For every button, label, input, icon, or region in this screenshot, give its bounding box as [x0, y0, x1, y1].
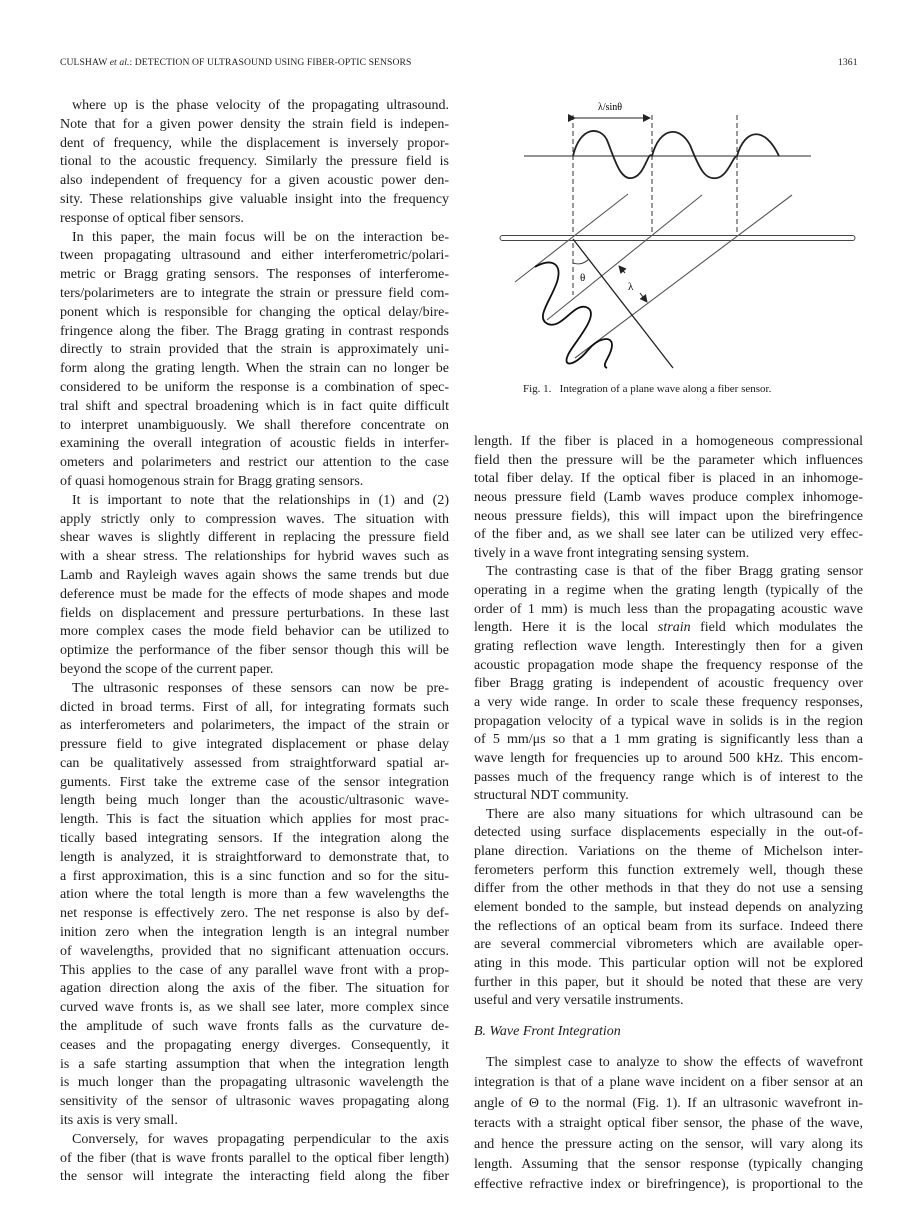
label-wavelength-over-sin: λ/sinθ [598, 102, 623, 113]
text-line: sensitivity of the sensor of ultrasonic waves propagating along [60, 1094, 449, 1110]
theta-arc [573, 259, 589, 264]
text-line: the amplitude of such wave fronts falls as the curvature de- [60, 1019, 449, 1035]
text-line: directly to strain provided that the strain is approximately uni- [60, 342, 449, 358]
text-line: examining the overall integration of acoustic fields in interfer- [60, 436, 449, 452]
text-line: ceases and the propagating energy diverges. Consequently, it [60, 1037, 449, 1053]
text-line: tral shift and spectral broadening which is in fact quite difficult [60, 398, 449, 414]
optical-fiber [500, 236, 855, 241]
text-line: length. This is fact the situation which applies for most prac- [60, 812, 449, 828]
text-line: tween propagating ultrasound and either interferometric/polari- [60, 248, 449, 264]
text-line: The contrasting case is that of the fiber Bragg grating sensor [486, 564, 863, 580]
text-line: The ultrasonic responses of these sensors can now be pre- [72, 680, 449, 696]
text-line: is much longer than the propagating ultrasonic wavelength the [60, 1075, 449, 1091]
text-line: optimize the performance of the fiber sensor though this will be [60, 643, 449, 659]
text-line: to interpret unambiguously. We shall therefore concentrate on [60, 417, 449, 433]
header-etal: et al. [109, 57, 130, 68]
text-line: Conversely, for waves propagating perpendicular to the axis [72, 1131, 449, 1147]
text-segment: field which modulates the [690, 620, 863, 636]
header-title: : DETECTION OF ULTRASOUND USING FIBER-OPTIC SENSORS [129, 57, 412, 68]
text-line [474, 619, 863, 638]
text-line: ferometers perform this function extremely well, though these [474, 862, 863, 878]
text-line: inition zero when the integration length is an integral number [60, 925, 449, 941]
text-line: order of 1 mm) is much less than the propagating acoustic wave [474, 601, 863, 617]
text-line: apply strictly only to compression waves. The situation with [60, 511, 449, 527]
text-line: field then the pressure will be the parameter which influences [474, 452, 863, 468]
text-line: net response is effectively zero. The net response is also by def- [60, 906, 449, 922]
text-line: In this paper, the main focus will be on the interaction be- [72, 229, 449, 245]
text-line: plane direction. Variations on the theme of Michelson inter- [474, 844, 863, 860]
text-line: the reflections of an optical beam from its surface. Indeed there [474, 918, 863, 934]
right-column-section-b [474, 1053, 863, 1196]
right-column [474, 433, 863, 1011]
text-line: a very wide range. In order to scale these frequency responses, [474, 694, 863, 710]
emphasized-text: strain [657, 620, 691, 636]
text-line: considered to be uniform the response is a combination of spec- [60, 379, 449, 395]
text-line: passes much of the frequency range which is of interest to the [474, 769, 863, 785]
text-line: deference must be made for the effects of mode shapes and mode [60, 586, 449, 602]
text-line: length being much longer than the acoustic/ultrasonic wave- [60, 793, 449, 809]
text-line: ating in this mode. This particular option will not be explored [474, 955, 863, 971]
text-line: with a shear stress. The relationships for hybrid waves such as [60, 549, 449, 565]
text-line: Note that for a given power density the strain field is indepen- [60, 116, 449, 132]
text-line: beyond the scope of the current paper. [60, 661, 274, 677]
text-line: There are also many situations for which ultrasound can be [486, 806, 863, 822]
text-line: ponent which is responsible for changing the optical delay/bire- [60, 304, 449, 320]
text-line: pressure field to give integrated displacement or phase delay [60, 737, 449, 753]
text-line: metric or Bragg grating sensors. The responses of interferome- [60, 267, 449, 283]
text-line: fiber Bragg grating is independent of acoustic frequency over [474, 676, 863, 692]
text-line: as interferometers and polarimeters, the impact of the strain or [60, 718, 449, 734]
text-line: guments. First take the extreme case of the sensor integration [60, 774, 449, 790]
text-line: sity. These relationships give valuable insight into the frequency [60, 191, 449, 207]
label-lambda: λ [628, 281, 634, 293]
page-number: 1361 [838, 57, 858, 68]
lambda-arrow-up [619, 266, 625, 273]
text-line: and hence the pressure acting on the sensor, will vary along its [474, 1136, 863, 1152]
text-line: tional to the acoustic frequency. Similarly the pressure field is [60, 154, 449, 170]
text-line: teracts with a straight optical fiber sensor, the phase of the wave, [474, 1116, 863, 1132]
text-line: structural NDT community. [474, 788, 629, 804]
text-line: useful and very versatile instruments. [474, 993, 684, 1009]
text-line: a first approximation, this is a sinc function and so for the situ- [60, 868, 449, 884]
header-authors: CULSHAW [60, 57, 108, 68]
text-line: acoustic propagation mode shape the frequency response of the [474, 657, 863, 673]
label-theta: θ [580, 272, 586, 284]
text-line: of the fiber (that is wave fronts parallel to the optical fiber length) [60, 1150, 449, 1166]
section-heading: B. Wave Front Integration [474, 1024, 621, 1039]
text-line: of wavelengths, provided that no significant attenuation occurs. [60, 943, 449, 959]
text-line: form along the grating length. When the strain can no longer be [60, 361, 449, 377]
text-line: where υp is the phase velocity of the propagating ultrasound. [72, 98, 449, 113]
text-line: grating reflection wave length. Interestingly then for a given [474, 639, 863, 655]
text-line: tically based integrating sensors. If the integration along the [60, 831, 449, 847]
text-line: is a safe starting assumption that when the integration length [60, 1056, 449, 1072]
text-line: also independent of frequency for a given acoustic power den- [60, 173, 449, 189]
projected-sine-wave [573, 131, 779, 178]
text-line: ters/polarimeters are to integrate the strain or pressure field com- [60, 285, 449, 301]
text-line: operating in a regime when the grating length (typically of the [474, 583, 863, 599]
text-line: agation direction along the axis of the fiber. The situation for [60, 981, 449, 997]
text-line: length is analyzed, it is straightforward to demonstrate that, to [60, 849, 449, 865]
text-line: response of optical fiber sensors. [60, 210, 244, 226]
text-line: tively in a wave front integrating sensing system. [474, 545, 750, 561]
wavefront-lines [515, 194, 792, 358]
text-line: Lamb and Rayleigh waves again shows the same trends but due [60, 567, 449, 583]
text-line: total fiber delay. If the optical fiber is placed in an inhomoge- [474, 471, 863, 487]
text-line: neous pressure fields), this will impact upon the birefringence [474, 508, 863, 524]
figure-caption: Fig. 1. Integration of a plane wave along a fiber sensor. [523, 383, 772, 395]
text-line: fields on displacement and pressure perturbations. In these last [60, 605, 449, 621]
text-line: detected using surface displacements especially in the out-of- [474, 825, 863, 841]
text-line: ation where the total length is more than a few wavelengths the [60, 887, 449, 903]
text-line: integration is that of a plane wave incident on a fiber sensor at an [474, 1075, 863, 1091]
text-line: wave length for frequencies up to around 500 kHz. This encom- [474, 750, 863, 766]
text-line: ometers and polarimeters and restrict our attention to the case [60, 455, 449, 471]
text-line: propagation velocity of a typical wave in solids is in the region [474, 713, 863, 729]
text-line: The simplest case to analyze to show the effects of wavefront [486, 1055, 863, 1070]
text-line: its axis is very small. [60, 1113, 178, 1129]
text-line: element bonded to the sample, but instead depends on analyzing [474, 900, 863, 916]
text-line: effective refractive index or birefringence), is proportional to the [474, 1177, 863, 1193]
text-line: It is important to note that the relationships in (1) and (2) [72, 492, 449, 508]
figure-1-diagram [0, 0, 924, 420]
text-line: differ from the other methods in that they do not use a sensing [474, 881, 863, 897]
text-line: shear waves is slightly different in replacing the pressure field [60, 530, 449, 546]
text-line: dent of frequency, while the displacement is inversely propor- [60, 135, 449, 151]
text-segment: length. Here it is the local [474, 620, 658, 636]
text-line: dicted in broad terms. First of all, for integrating formats such [60, 699, 449, 715]
text-line: of 5 mm/μs so that a 1 mm grating is significantly less than a [474, 732, 863, 748]
text-line: can be qualitatively assessed from straightforward spatial ar- [60, 755, 449, 771]
lambda-arrow-down [640, 293, 647, 302]
text-line: length. Assuming that the sensor response (typically changing [474, 1156, 863, 1172]
text-line: are several commercial vibrometers which are available oper- [474, 937, 863, 953]
text-line: curved wave fronts is, as we shall see later, more complex since [60, 1000, 449, 1016]
text-line: of quasi homogenous strain for Bragg grating sensors. [60, 473, 364, 489]
text-line: of the fiber and, as we shall see later can be utilized very effec- [474, 527, 863, 543]
text-line: angle of Θ to the normal (Fig. 1). If an ultrasonic wavefront in- [474, 1095, 863, 1111]
dashed-guides [573, 115, 737, 295]
text-line: This applies to the case of any parallel wave front with a prop- [60, 962, 449, 978]
text-line: neous pressure field (Lamb waves produce complex inhomoge- [474, 489, 863, 505]
text-line: further in this paper, but it should be noted that these are very [474, 974, 863, 990]
text-line: fringence along the fiber. The Bragg grating in contrast responds [60, 323, 449, 339]
text-line: more complex cases the mode field behavior can be utilized to [60, 624, 449, 640]
text-line: length. If the fiber is placed in a homogeneous compressional [474, 434, 863, 449]
text-line: the sensor will integrate the interacting field along the fiber [60, 1169, 449, 1185]
